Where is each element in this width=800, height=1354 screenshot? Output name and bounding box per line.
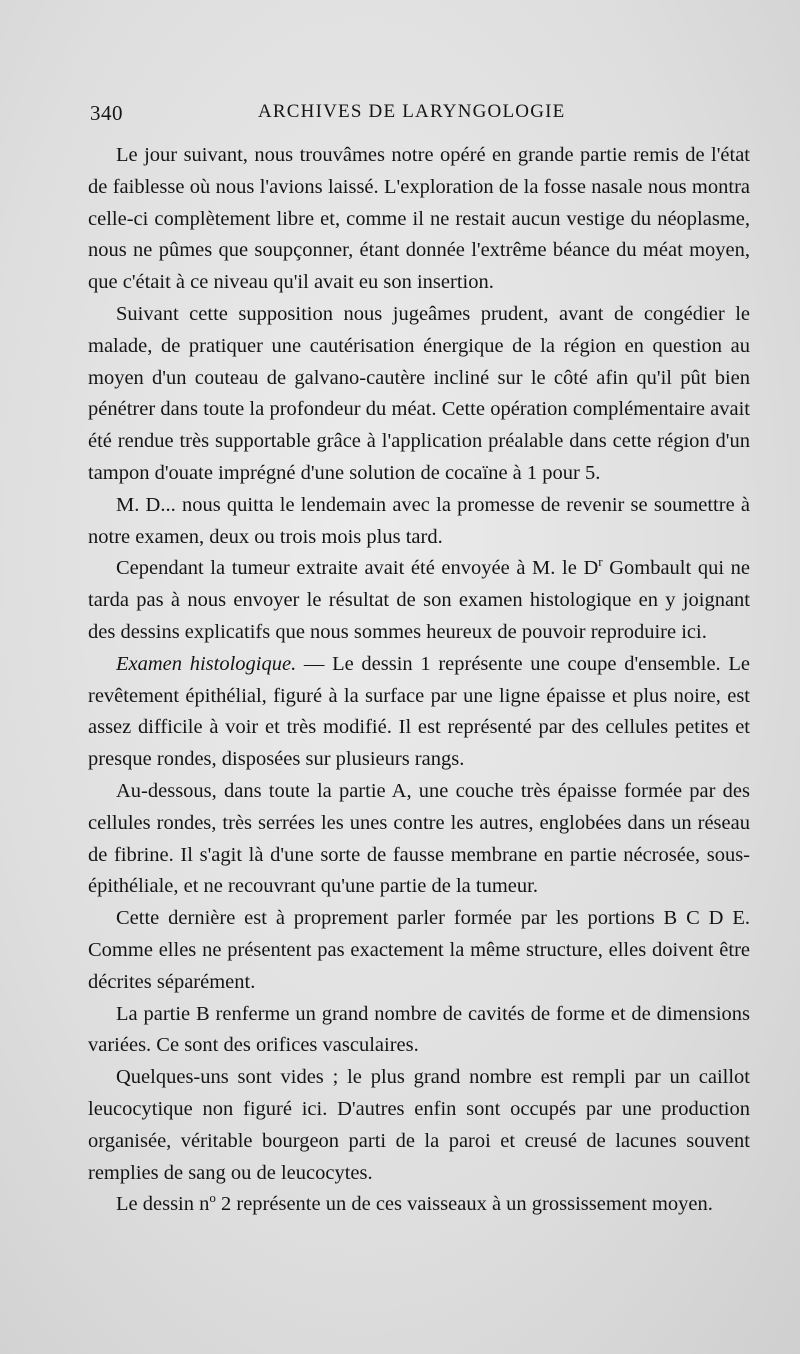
page-header [90,97,750,129]
page-number: 340 [90,101,123,125]
paragraph: La partie B renferme un grand nombre de cavités de forme et de dimensions variées. Ce sont des orifices vasculaires. [88,1002,750,1057]
section-heading: Examen histologique. [116,652,297,675]
paragraph: Quelques-uns sont vides ; le plus grand nombre est rempli par un caillot leucocytique non figuré ici. D'autres enfin sont occupés par une production organisée, véritable bourgeon parti de la paroi et creusé de lacunes souvent remplies de sang ou de leucocytes. [88,1066,750,1184]
text-run: Gombault qui ne tarda pas à nous envoyer le résultat de son examen histologique en y joignant des dessins explicatifs que nous sommes heureux de pouvoir reproduire ici. [88,557,750,643]
paragraph [88,649,750,776]
paragraph: Suivant cette supposition nous jugeâmes prudent, avant de congédier le malade, de pratiquer une cautérisation énergique de la région en question au moyen d'un couteau de galvano-cautère incliné sur le côté afin qu'il pût bien pénétrer dans toute la profondeur du méat. Cette opération complémentaire avait été rendue très supportable grâce à l'application préalable dans cette région d'un tampon d'ouate imprégné d'une solution de cocaïne à 1 pour 5. [88,302,750,484]
text-run: Le dessin n [116,1193,210,1216]
paragraph: Le jour suivant, nous trouvâmes notre opéré en grande partie remis de l'état de faiblesse où nous l'avions laissé. L'exploration de la fosse nasale nous montra celle-ci complètement libre et, comme il ne restait aucun vestige du néoplasme, nous ne pûmes que soupçonner, étant donnée l'extrême béance du méat moyen, que c'était à ce niveau qu'il avait eu son insertion. [88,144,750,294]
paragraph [88,553,750,648]
superscript: o [209,1190,216,1206]
body-text [88,140,750,1221]
superscript: r [598,554,603,570]
paragraph: M. D... nous quitta le lendemain avec la promesse de revenir se soumettre à notre examen, deux ou trois mois plus tard. [88,493,750,548]
text-run: Cependant la tumeur extraite avait été envoyée à M. le D [116,557,599,580]
running-title: ARCHIVES DE LARYNGOLOGIE [258,101,566,122]
paragraph: Au-dessous, dans toute la partie A, une couche très épaisse formée par des cellules rondes, très serrées les unes contre les autres, englobées dans un réseau de fibrine. Il s'agit là d'une sorte de fausse membrane en partie nécrosée, sous-épithéliale, et ne recouvrant qu'une partie de la tumeur. [88,779,750,898]
text-run: 2 représente un de ces vaisseaux à un grossissement moyen. [215,1193,713,1216]
text-run: — Le dessin 1 représente une coupe d'ensemble. Le revêtement épithélial, figuré à la surface par une ligne épaisse et plus noire, est assez difficile à voir et très modifié. Il est représenté par des cellules petites et presque rondes, disposées sur plusieurs rangs. [88,652,750,771]
paragraph [88,1189,750,1221]
paragraph: Cette dernière est à proprement parler formée par les portions B C D E. Comme elles ne présentent pas exactement la même structure, elles doivent être décrites séparément. [88,907,750,993]
